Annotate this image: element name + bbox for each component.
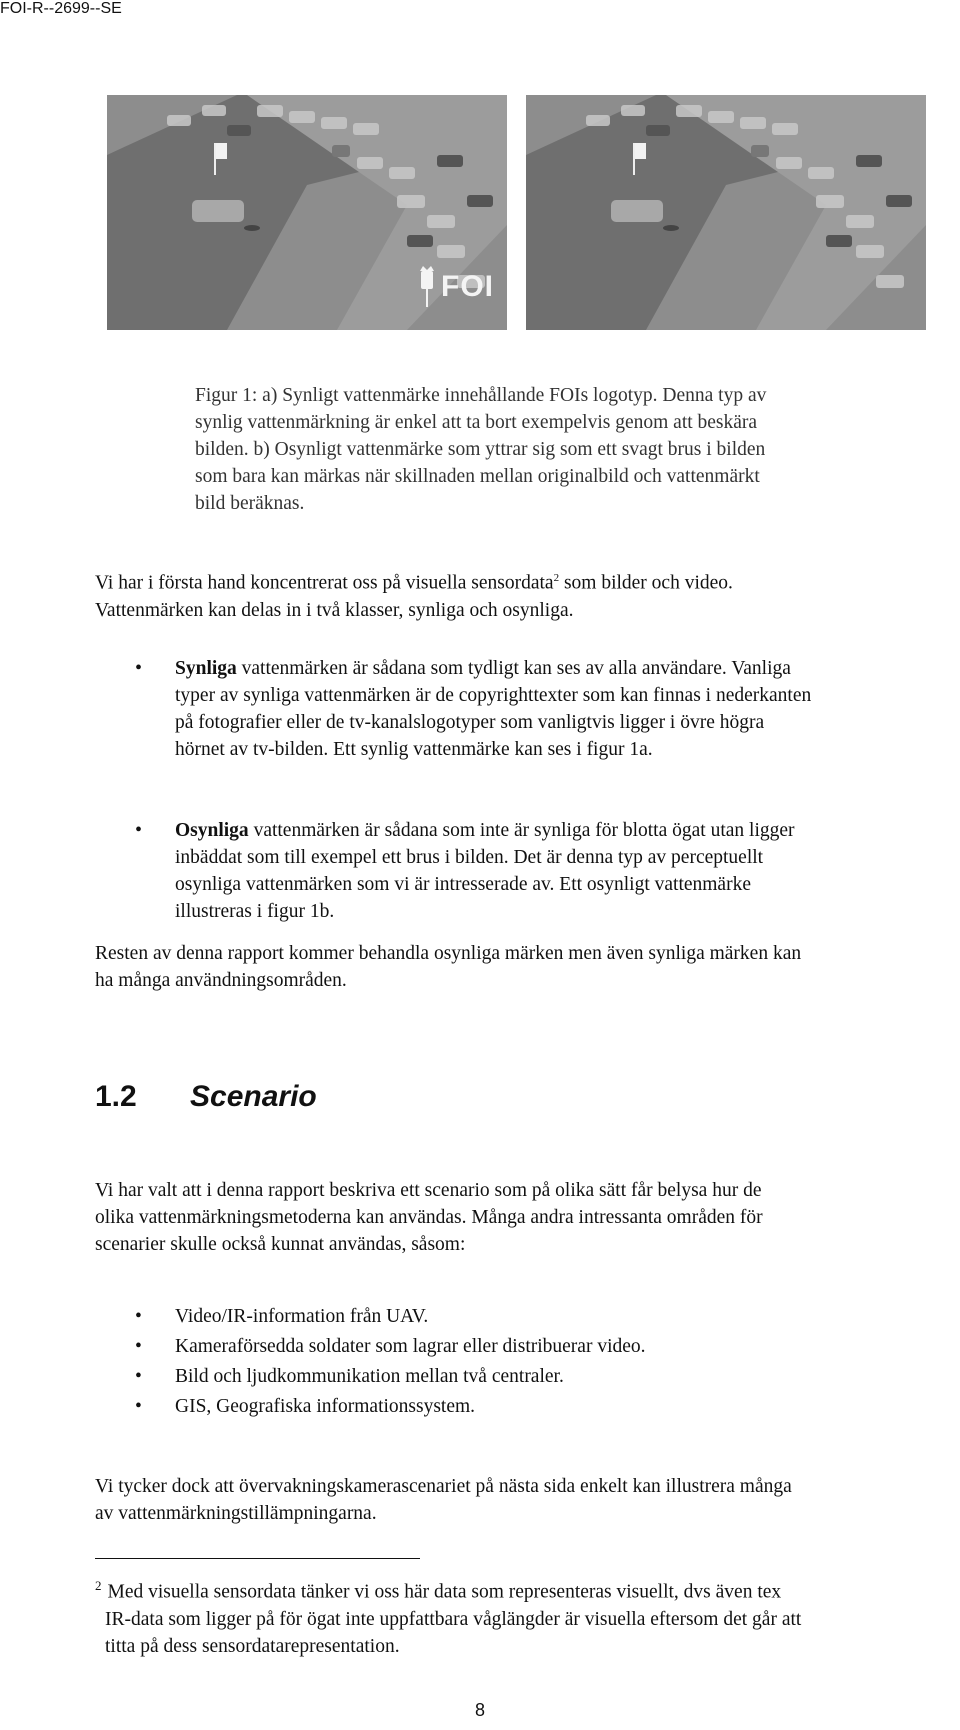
paragraph-line: scenarier skulle också kunnat användas, såsom:: [95, 1234, 466, 1255]
bullet-icon: •: [135, 657, 143, 679]
item-text: vattenmärken är sådana som inte är synliga för blotta ögat utan ligger: [248, 820, 795, 841]
crown-emblem-icon: [417, 265, 437, 309]
list-item-text: Kameraförsedda soldater som lagrar eller distribuerar video.: [175, 1336, 646, 1357]
scenario-paragraph: [95, 1177, 955, 1258]
paragraph-line: Vi har valt att i denna rapport beskriva ett scenario som på olika sätt får belysa hur de: [95, 1180, 762, 1201]
bullet-icon: •: [135, 819, 143, 841]
closing-paragraph: [95, 1473, 955, 1527]
list-item-text: GIS, Geografiska informationssystem.: [175, 1396, 476, 1417]
caption-line: bild beräknas.: [195, 493, 305, 514]
list-item: [135, 1392, 646, 1422]
list-item-text: Video/IR-information från UAV.: [175, 1306, 429, 1327]
item-line: osynliga vattenmärken som vi är intresserade av. Ett osynligt vattenmärke: [175, 874, 751, 895]
intro-text: som bilder och video.: [559, 572, 733, 594]
list-item: [135, 1302, 646, 1332]
item-line: inbäddat som till exempel ett brus i bilden. Det är denna typ av perceptuellt: [175, 847, 764, 868]
section-title: Scenario: [190, 1080, 317, 1113]
footnote: [95, 1572, 955, 1660]
item-line: typer av synliga vattenmärken är de copyrighttexter som kan finnas i nederkanten: [175, 685, 812, 706]
term-visible: Synliga: [175, 658, 237, 679]
foi-logo-watermark: [417, 265, 494, 309]
report-code: FOI-R--2699--SE: [0, 0, 122, 17]
item-line: på fotografier eller de tv-kanalslogotyper som vanligtvis ligger i övre högra: [175, 712, 765, 733]
footnote-reference[interactable]: 2: [553, 572, 560, 584]
list-item: [135, 1332, 646, 1362]
term-invisible: Osynliga: [175, 820, 249, 841]
caption-line: Figur 1: a) Synligt vattenmärke innehållande FOIs logotyp. Denna typ av: [195, 385, 767, 406]
bullet-icon: •: [135, 1336, 142, 1357]
foi-logo-text: FOI: [441, 270, 494, 303]
visible-watermark-item: [175, 655, 960, 763]
intro-paragraph: [95, 565, 945, 624]
parking-lot-scene-b: [526, 95, 926, 330]
footnote-mark: 2: [95, 1578, 102, 1593]
figure-1b-photo: [526, 95, 926, 330]
caption-line: synlig vattenmärkning är enkel att ta bort exempelvis genom att beskära: [195, 412, 758, 433]
footnote-text: titta på dess sensordatarepresentation.: [105, 1635, 400, 1657]
item-line: hörnet av tv-bilden. Ett synlig vattenmärke kan ses i figur 1a.: [175, 739, 653, 760]
scenario-list: [135, 1302, 646, 1422]
footnote-text: IR-data som ligger på för ögat inte uppfattbara våglängder är visuella eftersom det går att: [105, 1608, 802, 1630]
section-heading: [95, 1080, 317, 1114]
list-item: [135, 1362, 646, 1392]
footnote-divider: [95, 1558, 420, 1559]
invisible-watermark-item: [175, 817, 960, 925]
bullet-icon: •: [135, 1396, 142, 1417]
bullet-icon: •: [135, 1366, 142, 1387]
bullet-icon: •: [135, 1306, 142, 1327]
paragraph-line: av vattenmärkningstillämpningarna.: [95, 1503, 377, 1524]
intro-text: Vi har i första hand koncentrerat oss på visuella sensordata: [95, 572, 554, 594]
paragraph-line: ha många användningsområden.: [95, 970, 347, 991]
figure-1a-photo: [107, 95, 507, 330]
caption-line: bilden. b) Osynligt vattenmärke som yttrar sig som ett svagt brus i bilden: [195, 439, 766, 460]
footnote-text: Med visuella sensordata tänker vi oss här data som representeras visuellt, dvs även tex: [107, 1581, 782, 1603]
paragraph-line: Vi tycker dock att övervakningskamerascenariet på nästa sida enkelt kan illustrera många: [95, 1476, 792, 1497]
caption-line: som bara kan märkas när skillnaden mellan originalbild och vattenmärkt: [195, 466, 760, 487]
paragraph-line: Resten av denna rapport kommer behandla osynliga märken men även synliga märken kan: [95, 943, 802, 964]
rest-paragraph: [95, 940, 960, 994]
item-line: illustreras i figur 1b.: [175, 901, 335, 922]
item-text: vattenmärken är sådana som tydligt kan ses av alla användare. Vanliga: [236, 658, 791, 679]
page-number: 8: [474, 1700, 485, 1720]
paragraph-line: olika vattenmärkningsmetoderna kan användas. Många andra intressanta områden för: [95, 1207, 763, 1228]
figure-caption: [195, 382, 885, 517]
section-number: 1.2: [95, 1080, 137, 1113]
intro-line: Vattenmärken kan delas in i två klasser, synliga och osynliga.: [95, 599, 574, 621]
list-item-text: Bild och ljudkommunikation mellan två centraler.: [175, 1366, 564, 1387]
